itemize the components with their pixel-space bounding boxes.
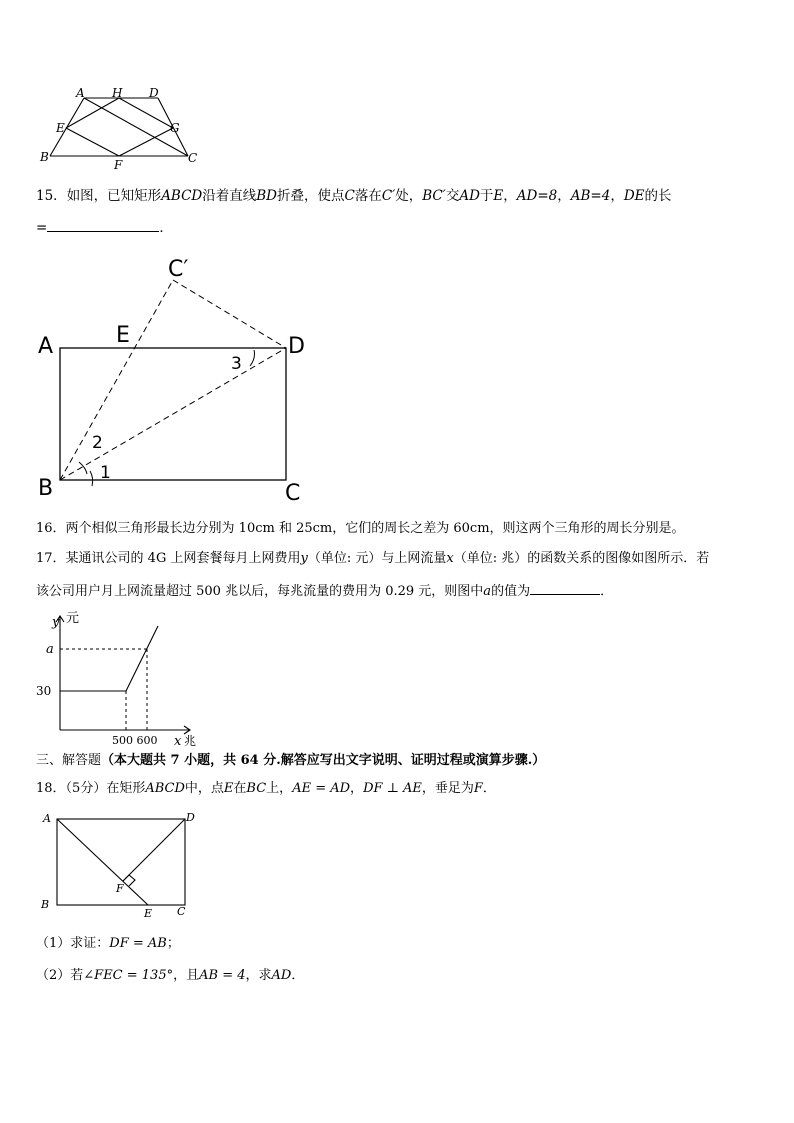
q15-text: ， bbox=[557, 188, 571, 204]
label-F: F bbox=[114, 158, 123, 172]
q15-ad: AD bbox=[459, 188, 480, 204]
q17-text: （单位: 元）与上网流量 bbox=[307, 551, 447, 566]
label-H: H bbox=[112, 86, 123, 100]
figure-18-rectangle bbox=[36, 808, 206, 924]
label-B: B bbox=[38, 476, 54, 501]
q18-text: （1）求证： bbox=[36, 936, 110, 951]
q18-text: 18．（5分）在矩形 bbox=[36, 781, 146, 796]
label-E: E bbox=[144, 907, 153, 920]
label-D: D bbox=[149, 86, 159, 100]
question-18-head bbox=[36, 780, 496, 798]
q15-number: 15． bbox=[36, 188, 67, 204]
q18-text: ，求 bbox=[245, 968, 272, 983]
section-desc: （本大题共 7 小题，共 64 分.解答应写出文字说明、证明过程或演算步骤.） bbox=[101, 753, 546, 768]
q18-text: ． bbox=[291, 968, 305, 983]
answer-blank[interactable] bbox=[47, 219, 159, 232]
q18-cond2: DF ⊥ AE bbox=[363, 781, 422, 796]
q15-text: 落在 bbox=[354, 188, 382, 204]
question-17-line1 bbox=[36, 550, 709, 568]
x-tick-labels: 500 600 bbox=[112, 734, 158, 747]
label-E: E bbox=[56, 121, 65, 135]
q18-cond1: AE = AD bbox=[292, 781, 351, 796]
q18-text: 上， bbox=[266, 781, 293, 796]
q15-text: 沿着直线 bbox=[202, 188, 257, 204]
question-16 bbox=[36, 520, 685, 538]
q15-text: 处， bbox=[395, 188, 423, 204]
q15-abcd: ABCD bbox=[161, 188, 203, 204]
label-G: G bbox=[170, 121, 180, 135]
q15-eq: = bbox=[36, 220, 48, 236]
q18-p2-ab: AB = 4 bbox=[199, 968, 246, 983]
q17-end: ． bbox=[600, 584, 614, 599]
label-F: F bbox=[116, 882, 124, 895]
q18-text: ； bbox=[166, 936, 180, 951]
angle-1-label: 1 bbox=[100, 463, 111, 483]
label-D: D bbox=[186, 811, 195, 824]
q15-de: DE bbox=[623, 188, 645, 204]
y-axis-label: y bbox=[52, 615, 60, 630]
figure-14-trapezoid bbox=[36, 84, 216, 176]
section-title: 三、解答题 bbox=[36, 753, 102, 768]
q17-text: （单位: 兆）的函数关系的图像如图所示．若 bbox=[453, 551, 710, 566]
answer-blank[interactable] bbox=[530, 582, 600, 595]
section-3-heading bbox=[36, 752, 545, 770]
question-18-part1 bbox=[36, 935, 180, 953]
q18-text: （2）若 bbox=[36, 968, 84, 983]
label-C: C bbox=[285, 481, 301, 506]
q18-text: ． bbox=[482, 781, 496, 796]
q17-text: 17．某通讯公司的 4G 上网套餐每月上网费用 bbox=[36, 551, 301, 566]
q17-text: 该公司用户月上网流量超过 500 兆以后，每兆流量的费用为 0.29 元，则图中 bbox=[36, 584, 484, 599]
label-C: C bbox=[188, 151, 198, 165]
figure-15-folded-rectangle bbox=[30, 250, 330, 506]
q18-text: ，垂足为 bbox=[421, 781, 474, 796]
label-C: C bbox=[177, 905, 186, 918]
q18-bc: BC bbox=[246, 781, 267, 796]
q18-text: 在 bbox=[233, 781, 247, 796]
label-D: D bbox=[288, 334, 305, 359]
q15-end: ． bbox=[159, 220, 173, 236]
q15-text: ， bbox=[610, 188, 624, 204]
x-axis-label: x bbox=[174, 734, 182, 748]
y-axis-unit: 元 bbox=[66, 611, 80, 626]
question-15-line1 bbox=[36, 187, 672, 205]
q15-text: 的长 bbox=[644, 188, 672, 204]
q15-e: E bbox=[493, 188, 504, 204]
q15-text: 如图，已知矩形 bbox=[66, 188, 162, 204]
figure-17-graph bbox=[30, 606, 220, 748]
q15-bd: BD bbox=[256, 188, 278, 204]
label-B: B bbox=[41, 898, 50, 911]
q15-text: 交 bbox=[445, 188, 460, 204]
angle-2-label: 2 bbox=[92, 433, 103, 453]
a-tick-label: a bbox=[46, 642, 54, 657]
q15-cprime: C′ bbox=[381, 188, 396, 204]
q15-ab-eq: AB=4 bbox=[570, 188, 611, 204]
label-A: A bbox=[43, 812, 51, 825]
y-30-tick-label: 30 bbox=[36, 684, 52, 698]
q15-ad-eq: AD=8 bbox=[516, 188, 558, 204]
q18-text: ， bbox=[350, 781, 364, 796]
label-B: B bbox=[40, 150, 49, 164]
label-A: A bbox=[76, 86, 85, 100]
q17-text: 的值为 bbox=[491, 584, 531, 599]
label-C-prime: C′ bbox=[168, 257, 189, 282]
q17-x: x bbox=[446, 551, 454, 566]
q18-text: ，且 bbox=[173, 968, 200, 983]
q18-f: F bbox=[473, 781, 483, 796]
q18-e: E bbox=[223, 781, 234, 796]
q18-p1-eq: DF = AB bbox=[109, 936, 167, 951]
label-A: A bbox=[38, 334, 54, 359]
question-15-line2 bbox=[36, 219, 173, 237]
question-17-line2 bbox=[36, 582, 613, 601]
q18-p2-ad: AD bbox=[271, 968, 292, 983]
q15-c: C bbox=[344, 188, 355, 204]
q15-bcprime: BC′ bbox=[422, 188, 446, 204]
label-E: E bbox=[116, 323, 130, 348]
q18-text: 中，点 bbox=[184, 781, 224, 796]
question-18-part2 bbox=[36, 967, 304, 985]
q17-y: y bbox=[300, 551, 308, 566]
q18-p2-angle: ∠FEC = 135° bbox=[83, 968, 174, 983]
q18-abcd: ABCD bbox=[145, 781, 185, 796]
q15-text: 折叠，使点 bbox=[277, 188, 345, 204]
q17-a: a bbox=[483, 584, 492, 599]
q16-text: 16．两个相似三角形最长边分别为 10cm 和 25cm，它们的周长之差为 60cm，则这两个三角形的周长分别是。 bbox=[36, 521, 685, 536]
x-axis-unit: 兆 bbox=[184, 734, 197, 748]
q15-text: ， bbox=[503, 188, 517, 204]
angle-3-label: 3 bbox=[231, 354, 242, 374]
q15-text: 于 bbox=[479, 188, 494, 204]
